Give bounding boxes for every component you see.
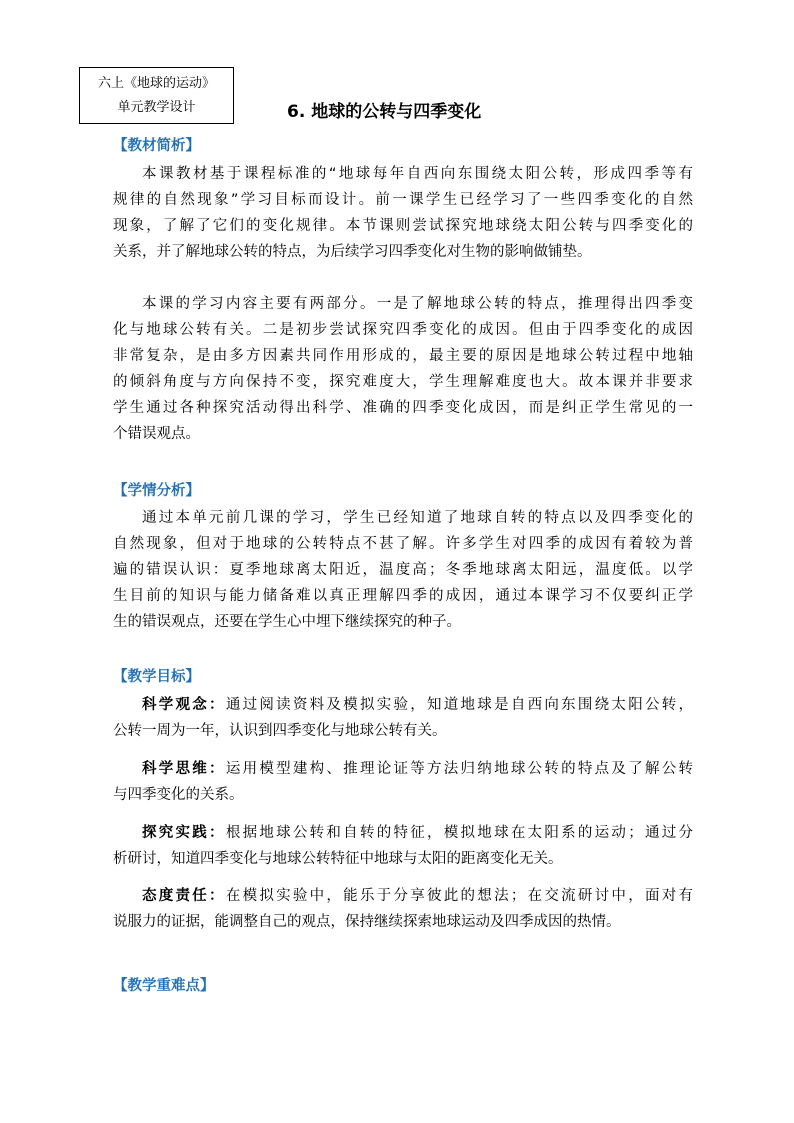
- goal-term: 态度责任：: [142, 888, 226, 904]
- text-line: 的倾斜角度与方向保持不变，探究难度大，学生理解难度也大。故本课并非要求: [113, 374, 693, 390]
- text-line: 关系，并了解地球公转的特点，为后续学习四季变化对生物的影响做铺垫。: [113, 244, 592, 260]
- section-heading-key-points: 【教学重难点】: [113, 978, 215, 994]
- text-line: 本课的学习内容主要有两部分。一是了解地球公转的特点，推理得出四季变: [142, 296, 693, 312]
- unit-label-line1: 六上《地球的运动》: [97, 76, 215, 91]
- text-line: 非常复杂，是由多方因素共同作用形成的，最主要的原因是地球公转过程中地轴: [113, 348, 693, 364]
- goal-term: 探究实践：: [142, 825, 226, 841]
- text-line: 生的错误观点，还要在学生心中埋下继续探究的种子。: [113, 614, 461, 630]
- text-line: 学生通过各种探究活动得出科学、准确的四季变化成因，而是纠正学生常见的一: [113, 400, 693, 416]
- unit-label-box: [79, 67, 234, 124]
- students-paragraph: [113, 505, 693, 635]
- lesson-title: 6. 地球的公转与四季变化: [287, 102, 482, 122]
- section-heading-students: 【学情分析】: [113, 483, 200, 499]
- text-line: 遍的错误认识：夏季地球离太阳近，温度高；冬季地球离太阳远，温度低。以学: [113, 562, 693, 578]
- text-line: 与四季变化的关系。: [113, 787, 244, 803]
- goal-term: 科学观念：: [142, 697, 226, 713]
- section-heading-goals: 【教学目标】: [113, 669, 200, 685]
- text-line: 析研讨，知道四季变化与地球公转特征中地球与太阳的距离变化无关。: [113, 851, 563, 867]
- textbook-paragraph-2: [113, 291, 693, 447]
- text-line: 本课教材基于课程标准的“地球每年自西向东围绕太阳公转，形成四季等有: [142, 166, 693, 182]
- text-line: 个错误观点。: [113, 426, 200, 442]
- goal-text: 在模拟实验中，能乐于分享彼此的想法；在交流研讨中，面对有: [225, 888, 693, 904]
- text-line: 化与地球公转有关。二是初步尝试探究四季变化的成因。但由于四季变化的成因: [113, 322, 693, 338]
- goal-item-science-concept: [113, 692, 693, 744]
- text-line: 通过本单元前几课的学习，学生已经知道了地球自转的特点以及四季变化的: [142, 510, 693, 526]
- goal-item-inquiry-practice: [113, 820, 693, 872]
- text-line: [113, 692, 693, 718]
- text-line: 规律的自然现象”学习目标而设计。前一课学生已经学习了一些四季变化的自然: [113, 192, 693, 208]
- goal-item-attitude-responsibility: [113, 883, 693, 935]
- section-heading-textbook: 【教材简析】: [113, 138, 200, 154]
- text-line: 生目前的知识与能力储备难以真正理解四季的成因，通过本课学习不仅要纠正学: [113, 588, 693, 604]
- text-line: [113, 883, 693, 909]
- text-line: 说服力的证据，能调整自己的观点，保持继续探索地球运动及四季成因的热情。: [113, 914, 621, 930]
- text-line: 公转一周为一年，认识到四季变化与地球公转有关。: [113, 723, 447, 739]
- text-line: [113, 756, 693, 782]
- goal-text: 根据地球公转和自转的特征，模拟地球在太阳系的运动；通过分: [225, 825, 693, 841]
- unit-label-line2: 单元教学设计: [117, 100, 196, 115]
- text-line: 现象，了解了它们的变化规律。本节课则尝试探究地球绕太阳公转与四季变化的: [113, 218, 693, 234]
- text-line: 自然现象，但对于地球的公转特点不甚了解。许多学生对四季的成因有着较为普: [113, 536, 693, 552]
- textbook-paragraph-1: [113, 161, 693, 265]
- goal-text: 运用模型建构、推理论证等方法归纳地球公转的特点及了解公转: [225, 761, 693, 777]
- text-line: [113, 820, 693, 846]
- goal-term: 科学思维：: [142, 761, 226, 777]
- goal-item-science-thinking: [113, 756, 693, 808]
- goal-text: 通过阅读资料及模拟实验，知道地球是自西向东围绕太阳公转，: [225, 697, 693, 713]
